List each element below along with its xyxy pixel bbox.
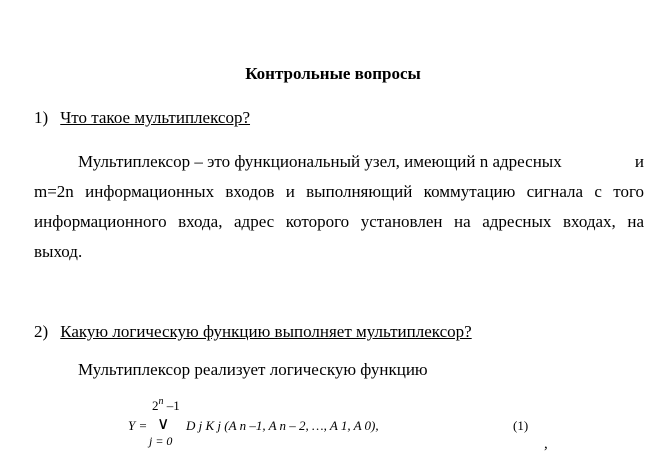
answer-1-line-1-text: Мультиплексор – это функциональный узел, имеющий n адресных	[78, 152, 562, 171]
formula-or-operator: ∨	[157, 414, 170, 433]
question-1-text: Что такое мультиплексор?	[60, 108, 251, 127]
formula-upper-exponent: n	[158, 396, 164, 407]
formula-equation-number: (1)	[513, 418, 529, 433]
formula-lower-limit: j = 0	[149, 434, 173, 448]
formula-upper-tail: –1	[163, 398, 180, 413]
formula-body: D j K j (A n –1, A n – 2, …, A 1, A 0),	[186, 418, 379, 433]
answer-1-line-3: информационного входа, адрес которого установлен на адресных входах, на	[34, 212, 644, 231]
formula-trailing-comma: ,	[544, 436, 548, 452]
answer-1-line-1-end: и	[634, 152, 644, 171]
answer-1-line-4: выход.	[34, 242, 83, 261]
formula-upper-limit	[152, 396, 180, 414]
question-2-text: Какую логическую функцию выполняет мультиплексор?	[60, 322, 472, 341]
question-2-number: 2)	[34, 322, 49, 341]
answer-1-line-2: m=2n информационных входов и выполняющий коммутацию сигнала с того	[34, 182, 644, 201]
answer-2-sentence: Мультиплексор реализует логическую функцию	[78, 360, 428, 379]
formula-lhs: Y =	[128, 418, 148, 433]
section-heading: Контрольные вопросы	[245, 64, 421, 83]
question-1-number: 1)	[34, 108, 49, 127]
formula-upper-base: 2	[152, 398, 159, 413]
